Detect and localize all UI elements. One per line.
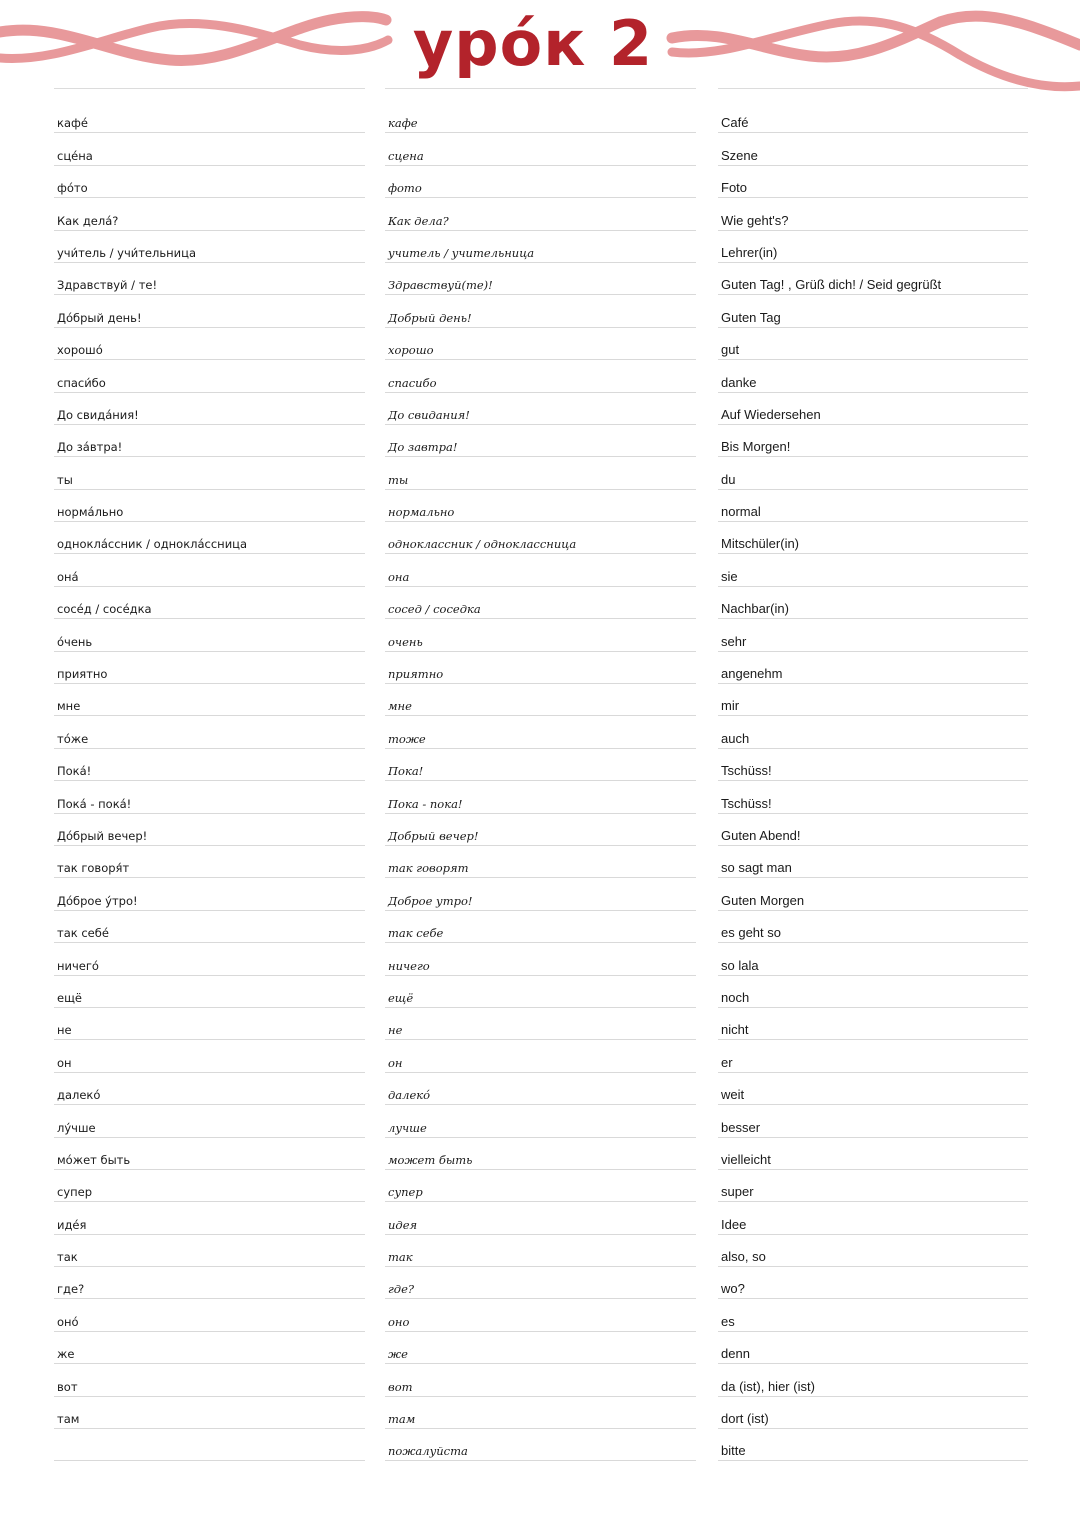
german-word: mir	[721, 698, 740, 714]
german-word: da (ist), hier (ist)	[721, 1378, 815, 1394]
german-word: Guten Tag! , Grüß dich! / Seid gegrüßt	[721, 277, 942, 293]
cursive-word: кафе	[388, 116, 418, 131]
russian-row	[54, 1170, 365, 1202]
cursive-row	[385, 1202, 696, 1234]
russian-word: так себé	[57, 926, 109, 941]
russian-word: Покá - покá!	[57, 796, 132, 811]
cursive-row	[385, 133, 696, 165]
cursive-row	[385, 814, 696, 846]
russian-word: не	[57, 1023, 72, 1038]
cursive-row	[385, 619, 696, 651]
german-row	[718, 976, 1028, 1008]
russian-row	[54, 166, 365, 198]
russian-row	[54, 1332, 365, 1364]
russian-row	[54, 587, 365, 619]
german-row	[718, 522, 1028, 554]
russian-row	[54, 878, 365, 910]
german-row	[718, 1073, 1028, 1105]
cursive-row	[385, 295, 696, 327]
russian-word: Дóбрый вечер!	[57, 828, 148, 843]
russian-word: тóже	[57, 731, 89, 746]
russian-row	[54, 1105, 365, 1137]
german-word: Szene	[721, 147, 758, 163]
german-row	[718, 1429, 1028, 1461]
russian-word: Покá!	[57, 764, 92, 779]
russian-row	[54, 846, 365, 878]
russian-word: мóжет быть	[57, 1152, 131, 1167]
russian-word: мне	[57, 699, 81, 714]
german-word: Café	[721, 115, 749, 131]
cursive-word: лучше	[388, 1120, 427, 1135]
german-row	[718, 1040, 1028, 1072]
german-row	[718, 1170, 1028, 1202]
russian-row	[54, 1397, 365, 1429]
german-word: dort (ist)	[721, 1411, 769, 1427]
german-row	[718, 846, 1028, 878]
russian-row	[54, 814, 365, 846]
cursive-word: ничего	[388, 958, 430, 973]
cursive-word: пожалуйста	[388, 1444, 468, 1459]
german-word: es geht so	[721, 925, 781, 941]
german-row	[718, 231, 1028, 263]
russian-row	[54, 1299, 365, 1331]
cursive-row	[385, 263, 696, 295]
german-word: Tschüss!	[721, 763, 772, 779]
german-row	[718, 457, 1028, 489]
cursive-row	[385, 878, 696, 910]
russian-word: так	[57, 1250, 78, 1265]
german-word: sehr	[721, 633, 747, 649]
russian-row	[54, 101, 365, 133]
russian-row	[54, 1073, 365, 1105]
cursive-word: супер	[388, 1185, 423, 1200]
german-row	[718, 1008, 1028, 1040]
cursive-row	[385, 1105, 696, 1137]
russian-word: ещё	[57, 990, 82, 1005]
cursive-word: хорошо	[388, 343, 434, 358]
cursive-word: учитель / учительница	[388, 245, 535, 260]
german-word: er	[721, 1054, 733, 1070]
russian-row	[54, 911, 365, 943]
german-word: Tschüss!	[721, 795, 772, 811]
russian-word: Здравствуй / те!	[57, 278, 158, 293]
russian-row	[54, 1364, 365, 1396]
german-word: sie	[721, 568, 738, 584]
cursive-word: так	[388, 1250, 413, 1265]
cursive-row	[385, 1008, 696, 1040]
german-word: vielleicht	[721, 1151, 771, 1167]
russian-word: сосéд / сосéдка	[57, 602, 152, 617]
russian-word: хорошó	[57, 343, 103, 358]
german-row	[718, 1364, 1028, 1396]
cursive-row	[385, 587, 696, 619]
german-row	[718, 1235, 1028, 1267]
german-word: Guten Tag	[721, 309, 781, 325]
german-word: danke	[721, 374, 757, 390]
german-row	[718, 684, 1028, 716]
russian-word: кафé	[57, 116, 88, 131]
russian-word: ты	[57, 472, 73, 487]
russian-word: нормáльно	[57, 505, 124, 520]
cursive-word: далекó	[388, 1088, 431, 1103]
cursive-word: он	[388, 1055, 403, 1070]
german-row	[718, 263, 1028, 295]
cursive-row	[385, 1299, 696, 1331]
cursive-word: идея	[388, 1217, 418, 1232]
german-word: bitte	[721, 1443, 746, 1459]
cursive-word: же	[388, 1347, 408, 1362]
cursive-word: Пока - пока!	[388, 796, 463, 811]
cursive-row	[385, 716, 696, 748]
german-word: normal	[721, 504, 761, 520]
russian-word: онá	[57, 569, 79, 584]
russian-word: же	[57, 1347, 75, 1362]
cursive-row	[385, 101, 696, 133]
russian-row	[54, 393, 365, 425]
cursive-row	[385, 846, 696, 878]
russian-word: óчень	[57, 634, 93, 649]
german-row	[718, 749, 1028, 781]
german-word: Wie geht's?	[721, 212, 789, 228]
german-word: so sagt man	[721, 860, 792, 876]
russian-row	[54, 1008, 365, 1040]
german-row	[718, 295, 1028, 327]
russian-row	[54, 943, 365, 975]
cursive-row	[385, 749, 696, 781]
russian-word: Дóбрый день!	[57, 310, 142, 325]
cursive-row	[385, 976, 696, 1008]
russian-word: приятно	[57, 667, 108, 682]
cursive-row	[385, 1170, 696, 1202]
german-word: so lala	[721, 957, 759, 973]
cursive-word: нормально	[388, 505, 455, 520]
cursive-word: ещё	[388, 990, 414, 1005]
russian-row	[54, 360, 365, 392]
russian-word: фóто	[57, 181, 88, 196]
german-word: du	[721, 471, 736, 487]
cursive-row	[385, 943, 696, 975]
cursive-word: ты	[388, 472, 409, 487]
german-row	[718, 1332, 1028, 1364]
cursive-word: так себе	[388, 926, 444, 941]
russian-word: далекó	[57, 1088, 101, 1103]
russian-row	[54, 976, 365, 1008]
cursive-row	[385, 166, 696, 198]
german-row	[718, 490, 1028, 522]
cursive-row	[385, 1040, 696, 1072]
cursive-row	[385, 231, 696, 263]
german-word: auch	[721, 730, 750, 746]
german-word: nicht	[721, 1022, 749, 1038]
column-top-rule	[718, 88, 1028, 89]
russian-word: спаси́бо	[57, 375, 106, 390]
german-word: gut	[721, 342, 740, 358]
cursive-word: Пока!	[388, 764, 424, 779]
cursive-word: Добрый вечер!	[388, 828, 479, 843]
german-row	[718, 425, 1028, 457]
russian-row	[54, 457, 365, 489]
german-row	[718, 133, 1028, 165]
russian-row	[54, 1040, 365, 1072]
cursive-word: приятно	[388, 667, 444, 682]
russian-row	[54, 619, 365, 651]
german-word: Guten Morgen	[721, 892, 805, 908]
cursive-row	[385, 328, 696, 360]
cursive-word: сцена	[388, 148, 424, 163]
russian-word: лýчше	[57, 1120, 96, 1135]
russian-row	[54, 554, 365, 586]
cursive-word: там	[388, 1412, 416, 1427]
german-row	[718, 1105, 1028, 1137]
cursive-row	[385, 457, 696, 489]
cursive-word: спасибо	[388, 375, 437, 390]
cursive-row	[385, 1364, 696, 1396]
german-row	[718, 716, 1028, 748]
header	[0, 0, 1080, 110]
german-word: Auf Wiedersehen	[721, 406, 821, 422]
russian-row	[54, 781, 365, 813]
german-word: weit	[721, 1087, 745, 1103]
german-row	[718, 328, 1028, 360]
russian-row	[54, 263, 365, 295]
cursive-row	[385, 554, 696, 586]
german-row	[718, 943, 1028, 975]
russian-row	[54, 1429, 365, 1461]
russian-row	[54, 133, 365, 165]
german-row	[718, 1138, 1028, 1170]
cursive-word: она	[388, 569, 410, 584]
cursive-word: где?	[388, 1282, 415, 1297]
cursive-word: может быть	[388, 1152, 473, 1167]
german-word: Lehrer(in)	[721, 244, 778, 260]
russian-word: учи́тель / учи́тельница	[57, 245, 197, 260]
cursive-row	[385, 1267, 696, 1299]
cursive-word: Доброе утро!	[388, 893, 473, 908]
german-row	[718, 1202, 1028, 1234]
german-row	[718, 878, 1028, 910]
german-column	[718, 101, 1028, 1461]
russian-word: ничегó	[57, 958, 99, 973]
russian-word: там	[57, 1412, 80, 1427]
cursive-row	[385, 684, 696, 716]
cursive-row	[385, 198, 696, 230]
cursive-row	[385, 1429, 696, 1461]
russian-row	[54, 425, 365, 457]
russian-word: идéя	[57, 1217, 87, 1232]
cursive-word: Здравствуй(те)!	[388, 278, 493, 293]
cursive-word: Добрый день!	[388, 310, 472, 325]
german-row	[718, 587, 1028, 619]
german-row	[718, 101, 1028, 133]
cursive-row	[385, 1235, 696, 1267]
cursive-word: фото	[388, 181, 422, 196]
german-row	[718, 393, 1028, 425]
russian-row	[54, 328, 365, 360]
cursive-row	[385, 781, 696, 813]
cursive-row	[385, 425, 696, 457]
german-row	[718, 1299, 1028, 1331]
german-row	[718, 652, 1028, 684]
russian-word: До свидáния!	[57, 407, 139, 422]
german-word: es	[721, 1313, 735, 1329]
cursive-word: До свидания!	[388, 407, 470, 422]
russian-word: онó	[57, 1314, 79, 1329]
german-row	[718, 814, 1028, 846]
german-word: super	[721, 1184, 754, 1200]
german-word: Nachbar(in)	[721, 601, 789, 617]
cursive-row	[385, 1397, 696, 1429]
cursive-word: очень	[388, 634, 423, 649]
german-row	[718, 1397, 1028, 1429]
german-word: denn	[721, 1346, 750, 1362]
cursive-word: мне	[388, 699, 412, 714]
german-row	[718, 554, 1028, 586]
russian-row	[54, 522, 365, 554]
russian-word: Дóброе ýтро!	[57, 893, 138, 908]
german-word: Idee	[721, 1216, 747, 1232]
russian-word: вот	[57, 1379, 78, 1394]
german-row	[718, 360, 1028, 392]
russian-word: он	[57, 1055, 72, 1070]
russian-word: сцéна	[57, 148, 93, 163]
russian-row	[54, 652, 365, 684]
cursive-row	[385, 1138, 696, 1170]
russian-word: одноклáссник / одноклáссница	[57, 537, 248, 552]
russian-word: где?	[57, 1282, 85, 1297]
cursive-word: сосед / соседка	[388, 602, 481, 617]
cursive-row	[385, 1332, 696, 1364]
column-top-rule	[385, 88, 696, 89]
german-word: Mitschüler(in)	[721, 536, 800, 552]
cursive-row	[385, 393, 696, 425]
russian-row	[54, 1202, 365, 1234]
german-word: besser	[721, 1119, 761, 1135]
german-word: Bis Morgen!	[721, 439, 791, 455]
cursive-word: До завтра!	[388, 440, 458, 455]
german-row	[718, 1267, 1028, 1299]
cursive-column	[385, 101, 696, 1461]
russian-word: так говоря́т	[57, 861, 130, 876]
german-word: angenehm	[721, 666, 783, 682]
cursive-word: тоже	[388, 731, 426, 746]
russian-row	[54, 716, 365, 748]
russian-word: супер	[57, 1185, 93, 1200]
german-word: noch	[721, 989, 750, 1005]
russian-row	[54, 490, 365, 522]
cursive-row	[385, 652, 696, 684]
german-word: wo?	[721, 1281, 745, 1297]
german-row	[718, 781, 1028, 813]
german-word: also, so	[721, 1249, 766, 1265]
russian-row	[54, 749, 365, 781]
russian-word: Как делá?	[57, 213, 119, 228]
german-row	[718, 619, 1028, 651]
russian-word: До зáвтра!	[57, 440, 123, 455]
russian-row	[54, 1267, 365, 1299]
cursive-row	[385, 490, 696, 522]
russian-row	[54, 684, 365, 716]
russian-row	[54, 1235, 365, 1267]
german-row	[718, 166, 1028, 198]
cursive-row	[385, 522, 696, 554]
cursive-word: так говорят	[388, 861, 469, 876]
russian-row	[54, 1138, 365, 1170]
cursive-word: вот	[388, 1379, 413, 1394]
page-title: урóк 2	[412, 7, 654, 80]
cursive-word: Как дела?	[388, 213, 449, 228]
russian-row	[54, 295, 365, 327]
cursive-row	[385, 911, 696, 943]
cursive-row	[385, 1073, 696, 1105]
german-word: Foto	[721, 180, 748, 196]
cursive-word: оно	[388, 1314, 410, 1329]
cursive-word: не	[388, 1023, 403, 1038]
cursive-word: одноклассник / одноклассница	[388, 537, 577, 552]
german-row	[718, 198, 1028, 230]
russian-column	[54, 101, 365, 1461]
russian-row	[54, 231, 365, 263]
cursive-row	[385, 360, 696, 392]
german-row	[718, 911, 1028, 943]
german-word: Guten Abend!	[721, 827, 801, 843]
column-top-rule	[54, 88, 365, 89]
russian-row	[54, 198, 365, 230]
